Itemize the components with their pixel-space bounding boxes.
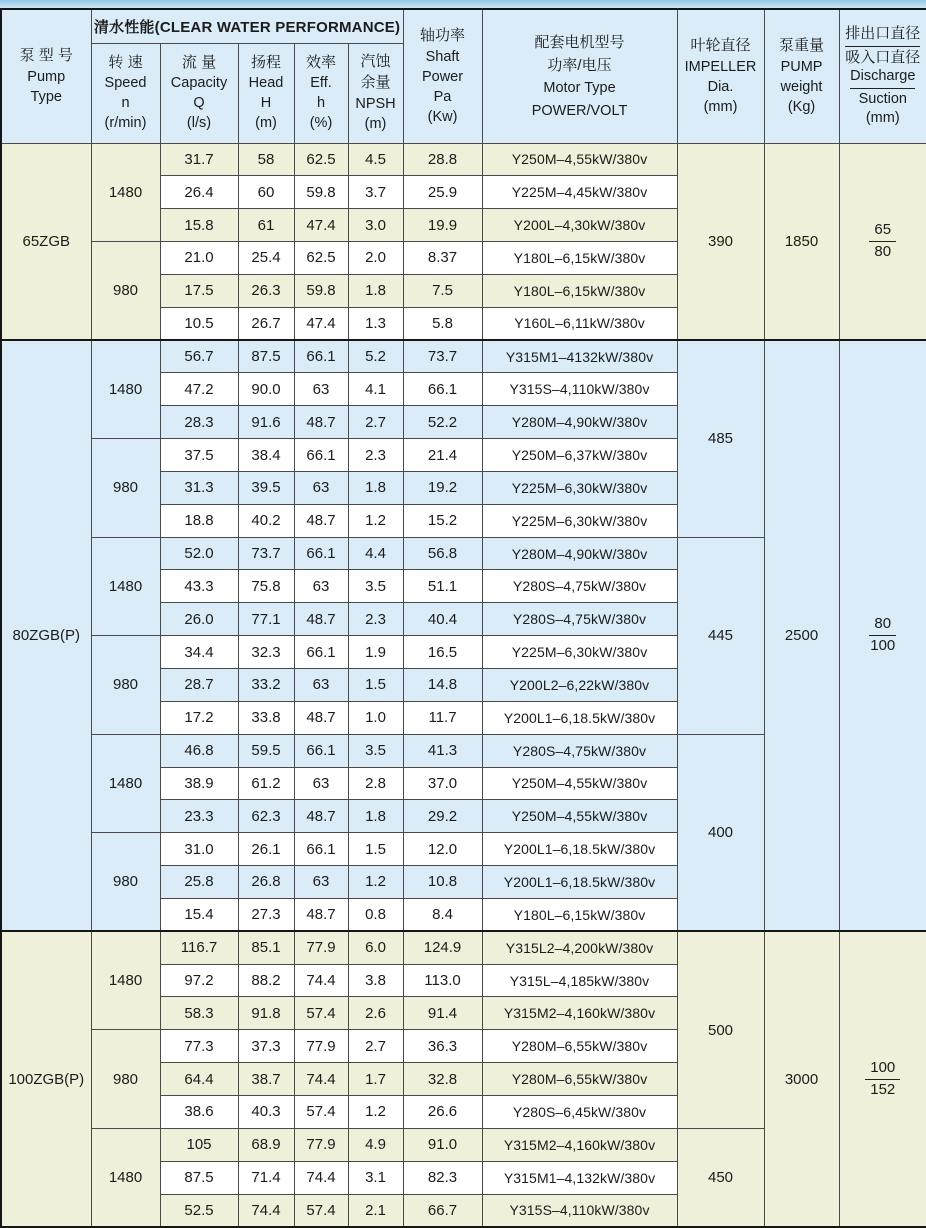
capacity-cell: 97.2 xyxy=(160,964,238,997)
eff-cell: 57.4 xyxy=(294,997,348,1030)
head-cell: 38.4 xyxy=(238,439,294,472)
motor-type-cell: Y250M–4,55kW/380v xyxy=(482,143,677,176)
capacity-cell: 56.7 xyxy=(160,340,238,373)
speed-cell: 980 xyxy=(91,439,160,538)
shaft-power-cell: 124.9 xyxy=(403,931,482,964)
capacity-cell: 87.5 xyxy=(160,1161,238,1194)
npsh-cell: 1.8 xyxy=(348,274,403,307)
shaft-power-cell: 40.4 xyxy=(403,603,482,636)
capacity-cell: 18.8 xyxy=(160,504,238,537)
eff-cell: 63 xyxy=(294,767,348,800)
npsh-cell: 1.8 xyxy=(348,471,403,504)
npsh-cell: 2.3 xyxy=(348,439,403,472)
motor-type-cell: Y280S–6,45kW/380v xyxy=(482,1095,677,1128)
head-cell: 91.6 xyxy=(238,406,294,439)
discharge-suction-fraction: $\frac{100}{152}$ xyxy=(865,1059,900,1100)
head-cell: 26.7 xyxy=(238,307,294,340)
motor-type-cell: Y315M1–4,132kW/380v xyxy=(482,1161,677,1194)
capacity-cell: 31.7 xyxy=(160,143,238,176)
pump-weight-cell: 3000 xyxy=(764,931,839,1227)
capacity-cell: 34.4 xyxy=(160,636,238,669)
motor-type-cell: Y315L2–4,200kW/380v xyxy=(482,931,677,964)
npsh-cell: 4.9 xyxy=(348,1128,403,1161)
npsh-cell: 1.8 xyxy=(348,800,403,833)
shaft-power-cell: 7.5 xyxy=(403,274,482,307)
npsh-cell: 5.2 xyxy=(348,340,403,373)
impeller-dia-cell: 400 xyxy=(677,734,764,931)
speed-cell: 1480 xyxy=(91,734,160,833)
capacity-cell: 23.3 xyxy=(160,800,238,833)
eff-cell: 59.8 xyxy=(294,274,348,307)
speed-cell: 1480 xyxy=(91,1128,160,1227)
motor-type-cell: Y280S–4,75kW/380v xyxy=(482,570,677,603)
shaft-power-cell: 19.2 xyxy=(403,471,482,504)
head-cell: 26.8 xyxy=(238,866,294,899)
shaft-power-cell: 73.7 xyxy=(403,340,482,373)
motor-type-cell: Y315M1–4132kW/380v xyxy=(482,340,677,373)
head-cell: 40.3 xyxy=(238,1095,294,1128)
motor-type-cell: Y280S–4,75kW/380v xyxy=(482,734,677,767)
speed-cell: 1480 xyxy=(91,931,160,1030)
capacity-cell: 31.0 xyxy=(160,833,238,866)
capacity-cell: 38.9 xyxy=(160,767,238,800)
impeller-dia-cell: 390 xyxy=(677,143,764,340)
head-cell: 85.1 xyxy=(238,931,294,964)
eff-cell: 59.8 xyxy=(294,176,348,209)
capacity-cell: 17.5 xyxy=(160,274,238,307)
npsh-cell: 2.1 xyxy=(348,1194,403,1227)
motor-type-cell: Y315M2–4,160kW/380v xyxy=(482,1128,677,1161)
shaft-power-cell: 66.1 xyxy=(403,373,482,406)
table-body xyxy=(1,143,926,1227)
eff-cell: 48.7 xyxy=(294,701,348,734)
npsh-cell: 1.2 xyxy=(348,504,403,537)
shaft-power-cell: 8.37 xyxy=(403,242,482,275)
capacity-cell: 38.6 xyxy=(160,1095,238,1128)
eff-cell: 62.5 xyxy=(294,143,348,176)
eff-cell: 66.1 xyxy=(294,340,348,373)
motor-type-cell: Y280M–6,55kW/380v xyxy=(482,1030,677,1063)
eff-cell: 62.5 xyxy=(294,242,348,275)
header-efficiency: 效率 Eff. h (%) xyxy=(294,43,348,143)
speed-cell: 980 xyxy=(91,1030,160,1129)
eff-cell: 74.4 xyxy=(294,1161,348,1194)
eff-cell: 77.9 xyxy=(294,931,348,964)
eff-cell: 48.7 xyxy=(294,406,348,439)
capacity-cell: 43.3 xyxy=(160,570,238,603)
npsh-cell: 1.7 xyxy=(348,1063,403,1096)
header-capacity: 流 量 Capacity Q (l/s) xyxy=(160,43,238,143)
shaft-power-cell: 56.8 xyxy=(403,537,482,570)
capacity-cell: 15.8 xyxy=(160,209,238,242)
capacity-cell: 64.4 xyxy=(160,1063,238,1096)
npsh-cell: 1.3 xyxy=(348,307,403,340)
speed-cell: 980 xyxy=(91,242,160,341)
shaft-power-cell: 91.4 xyxy=(403,997,482,1030)
head-cell: 75.8 xyxy=(238,570,294,603)
npsh-cell: 0.8 xyxy=(348,898,403,931)
head-cell: 73.7 xyxy=(238,537,294,570)
npsh-cell: 6.0 xyxy=(348,931,403,964)
capacity-cell: 25.8 xyxy=(160,866,238,899)
npsh-cell: 3.0 xyxy=(348,209,403,242)
shaft-power-cell: 16.5 xyxy=(403,636,482,669)
head-cell: 74.4 xyxy=(238,1194,294,1227)
npsh-cell: 2.7 xyxy=(348,406,403,439)
shaft-power-cell: 66.7 xyxy=(403,1194,482,1227)
discharge-suction-cell xyxy=(839,143,926,340)
head-cell: 90.0 xyxy=(238,373,294,406)
shaft-power-cell: 36.3 xyxy=(403,1030,482,1063)
npsh-cell: 1.2 xyxy=(348,1095,403,1128)
shaft-power-cell: 41.3 xyxy=(403,734,482,767)
capacity-cell: 28.7 xyxy=(160,669,238,702)
eff-cell: 48.7 xyxy=(294,898,348,931)
table-row xyxy=(1,143,926,176)
pump-type-cell: 65ZGB xyxy=(1,143,91,340)
npsh-cell: 3.5 xyxy=(348,734,403,767)
shaft-power-cell: 32.8 xyxy=(403,1063,482,1096)
eff-cell: 48.7 xyxy=(294,504,348,537)
eff-cell: 57.4 xyxy=(294,1095,348,1128)
shaft-power-cell: 12.0 xyxy=(403,833,482,866)
head-cell: 62.3 xyxy=(238,800,294,833)
motor-type-cell: Y200L1–6,18.5kW/380v xyxy=(482,701,677,734)
motor-type-cell: Y280M–4,90kW/380v xyxy=(482,537,677,570)
shaft-power-cell: 15.2 xyxy=(403,504,482,537)
npsh-cell: 2.3 xyxy=(348,603,403,636)
capacity-cell: 21.0 xyxy=(160,242,238,275)
head-cell: 88.2 xyxy=(238,964,294,997)
npsh-cell: 3.5 xyxy=(348,570,403,603)
capacity-cell: 10.5 xyxy=(160,307,238,340)
head-cell: 60 xyxy=(238,176,294,209)
shaft-power-cell: 10.8 xyxy=(403,866,482,899)
npsh-cell: 4.4 xyxy=(348,537,403,570)
head-cell: 61.2 xyxy=(238,767,294,800)
motor-type-cell: Y200L2–6,22kW/380v xyxy=(482,669,677,702)
motor-type-cell: Y315L–4,185kW/380v xyxy=(482,964,677,997)
header-pump-type: 泵 型 号 Pump Type xyxy=(1,9,91,143)
head-cell: 68.9 xyxy=(238,1128,294,1161)
head-cell: 33.2 xyxy=(238,669,294,702)
motor-type-cell: Y225M–6,30kW/380v xyxy=(482,471,677,504)
eff-cell: 63 xyxy=(294,471,348,504)
capacity-cell: 28.3 xyxy=(160,406,238,439)
motor-type-cell: Y180L–6,15kW/380v xyxy=(482,898,677,931)
motor-type-cell: Y315S–4,110kW/380v xyxy=(482,1194,677,1227)
head-cell: 26.1 xyxy=(238,833,294,866)
shaft-power-cell: 5.8 xyxy=(403,307,482,340)
header-motor-type: 配套电机型号 功率/电压 Motor Type POWER/VOLT xyxy=(482,9,677,143)
npsh-cell: 4.5 xyxy=(348,143,403,176)
npsh-cell: 3.7 xyxy=(348,176,403,209)
motor-type-cell: Y225M–6,30kW/380v xyxy=(482,504,677,537)
capacity-cell: 26.4 xyxy=(160,176,238,209)
capacity-cell: 52.5 xyxy=(160,1194,238,1227)
capacity-cell: 17.2 xyxy=(160,701,238,734)
motor-type-cell: Y280M–6,55kW/380v xyxy=(482,1063,677,1096)
head-cell: 27.3 xyxy=(238,898,294,931)
discharge-suction-cell xyxy=(839,340,926,931)
eff-cell: 74.4 xyxy=(294,1063,348,1096)
eff-cell: 48.7 xyxy=(294,800,348,833)
npsh-cell: 3.8 xyxy=(348,964,403,997)
speed-cell: 1480 xyxy=(91,340,160,439)
motor-type-cell: Y250M–4,55kW/380v xyxy=(482,767,677,800)
shaft-power-cell: 91.0 xyxy=(403,1128,482,1161)
header-shaft-power: 轴功率 Shaft Power Pa (Kw) xyxy=(403,9,482,143)
capacity-cell: 47.2 xyxy=(160,373,238,406)
npsh-cell: 1.5 xyxy=(348,833,403,866)
motor-type-cell: Y250M–4,55kW/380v xyxy=(482,800,677,833)
shaft-power-cell: 28.8 xyxy=(403,143,482,176)
motor-type-cell: Y200L–4,30kW/380v xyxy=(482,209,677,242)
eff-cell: 57.4 xyxy=(294,1194,348,1227)
table-row xyxy=(1,931,926,964)
eff-cell: 66.1 xyxy=(294,537,348,570)
npsh-cell: 2.0 xyxy=(348,242,403,275)
motor-type-cell: Y280S–4,75kW/380v xyxy=(482,603,677,636)
pump-type-cell: 100ZGB(P) xyxy=(1,931,91,1227)
capacity-cell: 37.5 xyxy=(160,439,238,472)
motor-type-cell: Y160L–6,11kW/380v xyxy=(482,307,677,340)
speed-cell: 980 xyxy=(91,636,160,735)
capacity-cell: 26.0 xyxy=(160,603,238,636)
eff-cell: 63 xyxy=(294,866,348,899)
header-speed: 转 速 Speed n (r/min) xyxy=(91,43,160,143)
eff-cell: 47.4 xyxy=(294,209,348,242)
header-head: 扬程 Head H (m) xyxy=(238,43,294,143)
shaft-power-cell: 51.1 xyxy=(403,570,482,603)
eff-cell: 77.9 xyxy=(294,1030,348,1063)
impeller-dia-cell: 485 xyxy=(677,340,764,537)
eff-cell: 66.1 xyxy=(294,439,348,472)
speed-cell: 980 xyxy=(91,833,160,932)
head-cell: 33.8 xyxy=(238,701,294,734)
head-cell: 61 xyxy=(238,209,294,242)
eff-cell: 63 xyxy=(294,570,348,603)
impeller-dia-cell: 445 xyxy=(677,537,764,734)
pump-weight-cell: 2500 xyxy=(764,340,839,931)
capacity-cell: 116.7 xyxy=(160,931,238,964)
shaft-power-cell: 52.2 xyxy=(403,406,482,439)
npsh-cell: 2.8 xyxy=(348,767,403,800)
motor-type-cell: Y200L1–6,18.5kW/380v xyxy=(482,866,677,899)
table-header xyxy=(1,9,926,143)
pump-type-cell: 80ZGB(P) xyxy=(1,340,91,931)
motor-type-cell: Y225M–4,45kW/380v xyxy=(482,176,677,209)
discharge-suction-cell xyxy=(839,931,926,1227)
pump-weight-cell: 1850 xyxy=(764,143,839,340)
npsh-cell: 1.5 xyxy=(348,669,403,702)
eff-cell: 47.4 xyxy=(294,307,348,340)
npsh-cell: 1.2 xyxy=(348,866,403,899)
motor-type-cell: Y180L–6,15kW/380v xyxy=(482,274,677,307)
discharge-suction-fraction: $\frac{65}{80}$ xyxy=(869,221,896,262)
top-decorative-band xyxy=(0,0,926,8)
head-cell: 25.4 xyxy=(238,242,294,275)
capacity-cell: 105 xyxy=(160,1128,238,1161)
npsh-cell: 2.7 xyxy=(348,1030,403,1063)
motor-type-cell: Y315S–4,110kW/380v xyxy=(482,373,677,406)
shaft-power-cell: 8.4 xyxy=(403,898,482,931)
capacity-cell: 52.0 xyxy=(160,537,238,570)
shaft-power-cell: 25.9 xyxy=(403,176,482,209)
eff-cell: 66.1 xyxy=(294,734,348,767)
capacity-cell: 31.3 xyxy=(160,471,238,504)
shaft-power-cell: 82.3 xyxy=(403,1161,482,1194)
shaft-power-cell: 26.6 xyxy=(403,1095,482,1128)
pump-spec-table xyxy=(0,8,926,1228)
motor-type-cell: Y250M–6,37kW/380v xyxy=(482,439,677,472)
shaft-power-cell: 19.9 xyxy=(403,209,482,242)
head-cell: 91.8 xyxy=(238,997,294,1030)
npsh-cell: 4.1 xyxy=(348,373,403,406)
motor-type-cell: Y315M2–4,160kW/380v xyxy=(482,997,677,1030)
head-cell: 59.5 xyxy=(238,734,294,767)
header-npsh: 汽蚀 余量 NPSH (m) xyxy=(348,43,403,143)
motor-type-cell: Y280M–4,90kW/380v xyxy=(482,406,677,439)
shaft-power-cell: 14.8 xyxy=(403,669,482,702)
eff-cell: 74.4 xyxy=(294,964,348,997)
head-cell: 38.7 xyxy=(238,1063,294,1096)
head-cell: 40.2 xyxy=(238,504,294,537)
motor-type-cell: Y225M–6,30kW/380v xyxy=(482,636,677,669)
capacity-cell: 77.3 xyxy=(160,1030,238,1063)
head-cell: 37.3 xyxy=(238,1030,294,1063)
capacity-cell: 46.8 xyxy=(160,734,238,767)
header-impeller-dia: 叶轮直径 IMPELLER Dia. (mm) xyxy=(677,9,764,143)
header-discharge-suction: 排出口直径 吸入口直径 Discharge Suction (mm) xyxy=(839,9,926,143)
shaft-power-cell: 11.7 xyxy=(403,701,482,734)
eff-cell: 48.7 xyxy=(294,603,348,636)
head-cell: 26.3 xyxy=(238,274,294,307)
head-cell: 71.4 xyxy=(238,1161,294,1194)
head-cell: 58 xyxy=(238,143,294,176)
shaft-power-cell: 37.0 xyxy=(403,767,482,800)
shaft-power-cell: 21.4 xyxy=(403,439,482,472)
eff-cell: 66.1 xyxy=(294,636,348,669)
capacity-cell: 58.3 xyxy=(160,997,238,1030)
npsh-cell: 2.6 xyxy=(348,997,403,1030)
npsh-cell: 3.1 xyxy=(348,1161,403,1194)
motor-type-cell: Y180L–6,15kW/380v xyxy=(482,242,677,275)
discharge-suction-fraction: $\frac{80}{100}$ xyxy=(870,615,896,655)
head-cell: 32.3 xyxy=(238,636,294,669)
header-pump-weight: 泵重量 PUMP weight (Kg) xyxy=(764,9,839,143)
header-clear-water-performance: 清水性能(CLEAR WATER PERFORMANCE) xyxy=(91,9,403,43)
capacity-cell: 15.4 xyxy=(160,898,238,931)
table-row xyxy=(1,340,926,373)
head-cell: 39.5 xyxy=(238,471,294,504)
eff-cell: 77.9 xyxy=(294,1128,348,1161)
impeller-dia-cell: 500 xyxy=(677,931,764,1128)
impeller-dia-cell: 450 xyxy=(677,1128,764,1227)
eff-cell: 63 xyxy=(294,373,348,406)
motor-type-cell: Y200L1–6,18.5kW/380v xyxy=(482,833,677,866)
eff-cell: 63 xyxy=(294,669,348,702)
npsh-cell: 1.0 xyxy=(348,701,403,734)
shaft-power-cell: 113.0 xyxy=(403,964,482,997)
speed-cell: 1480 xyxy=(91,537,160,636)
head-cell: 87.5 xyxy=(238,340,294,373)
speed-cell: 1480 xyxy=(91,143,160,242)
eff-cell: 66.1 xyxy=(294,833,348,866)
head-cell: 77.1 xyxy=(238,603,294,636)
shaft-power-cell: 29.2 xyxy=(403,800,482,833)
npsh-cell: 1.9 xyxy=(348,636,403,669)
